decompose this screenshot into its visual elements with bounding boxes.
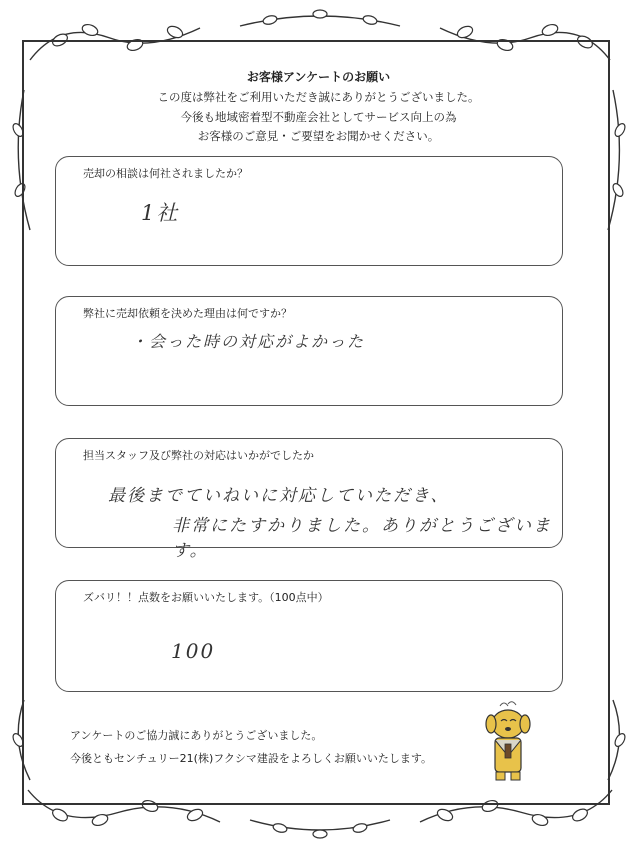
question-label-4: ズバリ！！点数をお願いいたします。（100点中） <box>83 591 329 604</box>
handwritten-answer-3-line-2: 非常にたすかりました。ありがとうございます。 <box>172 516 552 561</box>
question-label-1: 売却の相談は何社されましたか？ <box>83 167 248 180</box>
intro-line-3: お客様のご意見・ご要望をお聞かせください。 <box>197 129 440 143</box>
dog-mascot-icon <box>478 700 538 790</box>
handwritten-answer-3-line-1: 最後までていねいに対応していただき、 <box>108 486 450 506</box>
handwritten-answer-4: 100 <box>171 639 216 663</box>
footer-thanks: アンケートのご協力誠にありがとうございました。 <box>70 729 323 742</box>
survey-title: お客様アンケートのお願い <box>246 70 391 84</box>
question-box-1 <box>55 156 563 266</box>
handwritten-answer-1: 1社 <box>141 201 180 225</box>
question-label-3: 担当スタッフ及び弊社の対応はいかがでしたか <box>83 449 314 462</box>
footer-company-message: 今後ともセンチュリー21(株)フクシマ建設をよろしくお願いいたします。 <box>70 752 433 765</box>
question-box-2 <box>55 296 563 406</box>
question-box-3 <box>55 438 563 561</box>
intro-line-1: この度は弊社をご利用いただき誠にありがとうございました。 <box>157 90 480 104</box>
handwritten-answer-2: ・会った時の対応がよかった <box>131 332 366 351</box>
intro-line-2: 今後も地域密着型不動産会社としてサービス向上の為 <box>180 110 457 124</box>
question-box-4 <box>55 580 563 692</box>
question-label-2: 弊社に売却依頼を決めた理由は何ですか？ <box>83 307 292 320</box>
